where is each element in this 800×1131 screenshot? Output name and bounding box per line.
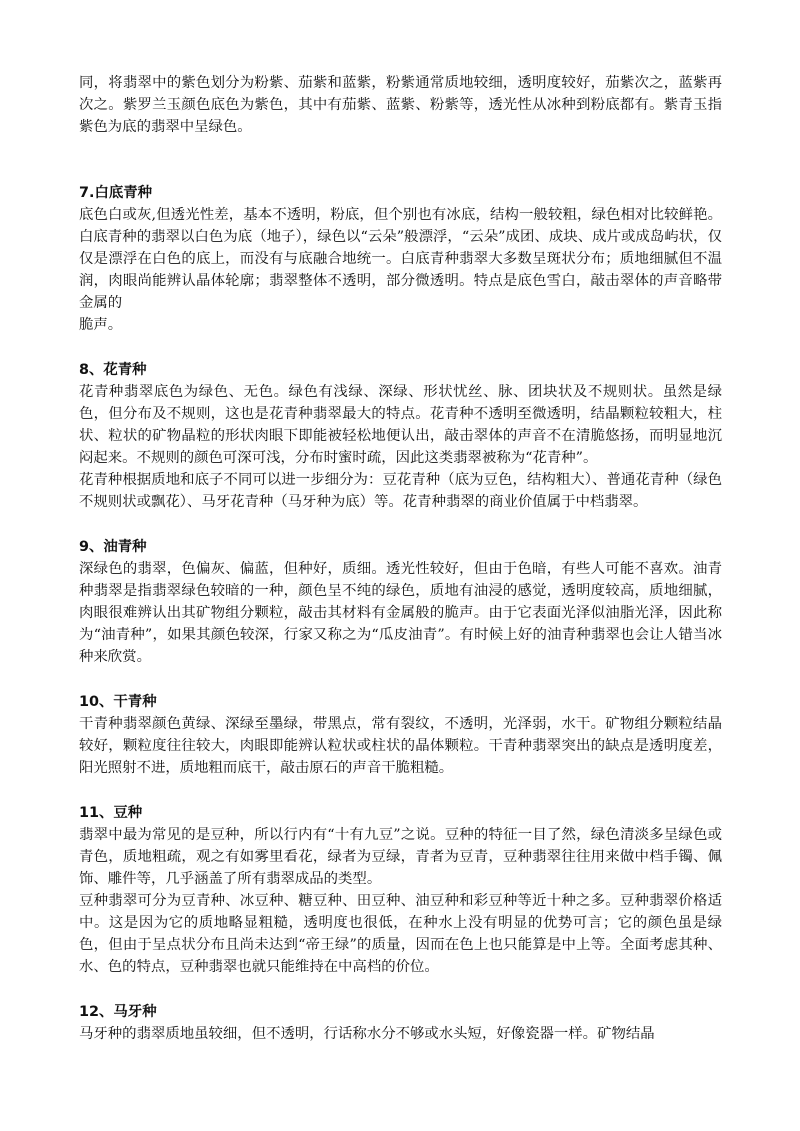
section-heading: 8、花青种 — [79, 362, 147, 378]
section-heading: 10、干青种 — [79, 694, 157, 710]
section-spacer — [79, 336, 722, 359]
section-paragraph: 花青种根据质地和底子不同可以进一步细分为：豆花青种（底为豆色，结构粗大）、普通花青种（绿色不规则状或飘花）、马牙花青种（马牙种为底）等。花青种翡翠的商业价值属于中档翡翠。 — [79, 472, 722, 510]
section-heading: 9、油青种 — [79, 539, 147, 555]
section-heading: 7.白底青种 — [79, 185, 153, 201]
section-paragraph: 豆种翡翠可分为豆青种、冰豆种、糖豆种、田豆种、油豆种和彩豆种等近十种之多。豆种翡翠价格适中。这是因为它的质地略显粗糙，透明度也很低，在种水上没有明显的优势可言；它的颜色虽是绿色，但由于呈点状分布且尚未达到“帝王绿”的质量，因而在色上也只能算是中上等。全面考虑其种、水、色的特点，豆种翡翠也就只能维持在中高档的价位。 — [79, 893, 722, 975]
section-paragraph: 翡翠中最为常见的是豆种，所以行内有“十有九豆”之说。豆种的特征一目了然，绿色清淡多呈绿色或青色，质地粗疏，观之有如雾里看花，绿者为豆绿，青者为豆青，豆种翡翠往往用来做中档手镯、佩饰、雕件等，几乎涵盖了所有翡翠成品的类型。 — [79, 827, 722, 887]
section-paragraph: 马牙种的翡翠质地虽较细，但不透明，行话称水分不够或水头短，好像瓷器一样。矿物结晶 — [79, 1026, 655, 1042]
document-page — [79, 72, 722, 1045]
section-white-base-green — [79, 182, 722, 336]
intro-paragraph: 同，将翡翠中的紫色划分为粉紫、茄紫和蓝紫，粉紫通常质地较细，透明度较好，茄紫次之，蓝紫再次之。紫罗兰玉颜色底色为紫色，其中有茄紫、蓝紫、粉紫等，透光性从冰种到粉底都有。紫青玉指紫色为底的翡翠中呈绿色。 — [79, 75, 722, 135]
section-paragraph: 底色白或灰,但透光性差，基本不透明，粉底，但个别也有冰底，结构一般较粗，绿色相对比较鲜艳。白底青种的翡翠以白色为底（地子），绿色以“云朵”般漂浮，“云朵”成团、成块、成片或成岛屿状，仅仅是漂浮在白色的底上，而没有与底融合地统一。白底青种翡翠大多数呈斑状分布；质地细腻但不温润，肉眼尚能辨认晶体轮廓；翡翠整体不透明，部分微透明。特点是底色雪白，敲击翠体的声音略带金属的 — [79, 207, 722, 311]
section-horse-tooth — [79, 1001, 722, 1045]
section-bean — [79, 802, 722, 978]
section-paragraph: 干青种翡翠颜色黄绿、深绿至墨绿，带黑点，常有裂纹，不透明，光泽弱，水干。矿物组分颗粒结晶较好，颗粒度往往较大，肉眼即能辨认粒状或柱状的晶体颗粒。干青种翡翠突出的缺点是透明度差，阳光照射不进，质地粗而底干，敲击原石的声音干脆粗糙。 — [79, 716, 722, 776]
section-paragraph: 深绿色的翡翠，色偏灰、偏蓝，但种好，质细。透光性较好，但由于色暗，有些人可能不喜欢。油青种翡翠是指翡翠绿色较暗的一种，颜色呈不纯的绿色，质地有油浸的感觉，透明度较高，质地细腻，肉眼很难辨认出其矿物组分颗粒，敲击其材料有金属般的脆声。由于它表面光泽似油脂光泽，因此称为“油青种”，如果其颜色较深，行家又称之为“瓜皮油青”。有时候上好的油青种翡翠也会让人错当冰种来欣赏。 — [79, 561, 722, 665]
section-spacer — [79, 668, 722, 691]
section-spacer — [79, 779, 722, 802]
section-oil-green — [79, 536, 722, 668]
section-paragraph: 脆声。 — [79, 317, 123, 333]
section-paragraph: 花青种翡翠底色为绿色、无色。绿色有浅绿、深绿、形状忧丝、脉、团块状及不规则状。虽然是绿色，但分布及不规则，这也是花青种翡翠最大的特点。花青种不透明至微透明，结晶颗粒较粗大，柱状、粒状的矿物晶粒的形状肉眼下即能被轻松地便认出，敲击翠体的声音不在清脆悠扬，而明显地沉闷起来。不规则的颜色可深可浅，分布时蜜时疏，因此这类翡翠被称为“花青种”。 — [79, 384, 722, 466]
section-heading: 12、马牙种 — [79, 1004, 157, 1020]
section-spacer — [79, 978, 722, 1001]
section-heading: 11、豆种 — [79, 805, 143, 821]
section-dry-green — [79, 691, 722, 779]
section-spacer — [79, 138, 722, 182]
section-flower-green — [79, 359, 722, 513]
section-spacer — [79, 513, 722, 536]
